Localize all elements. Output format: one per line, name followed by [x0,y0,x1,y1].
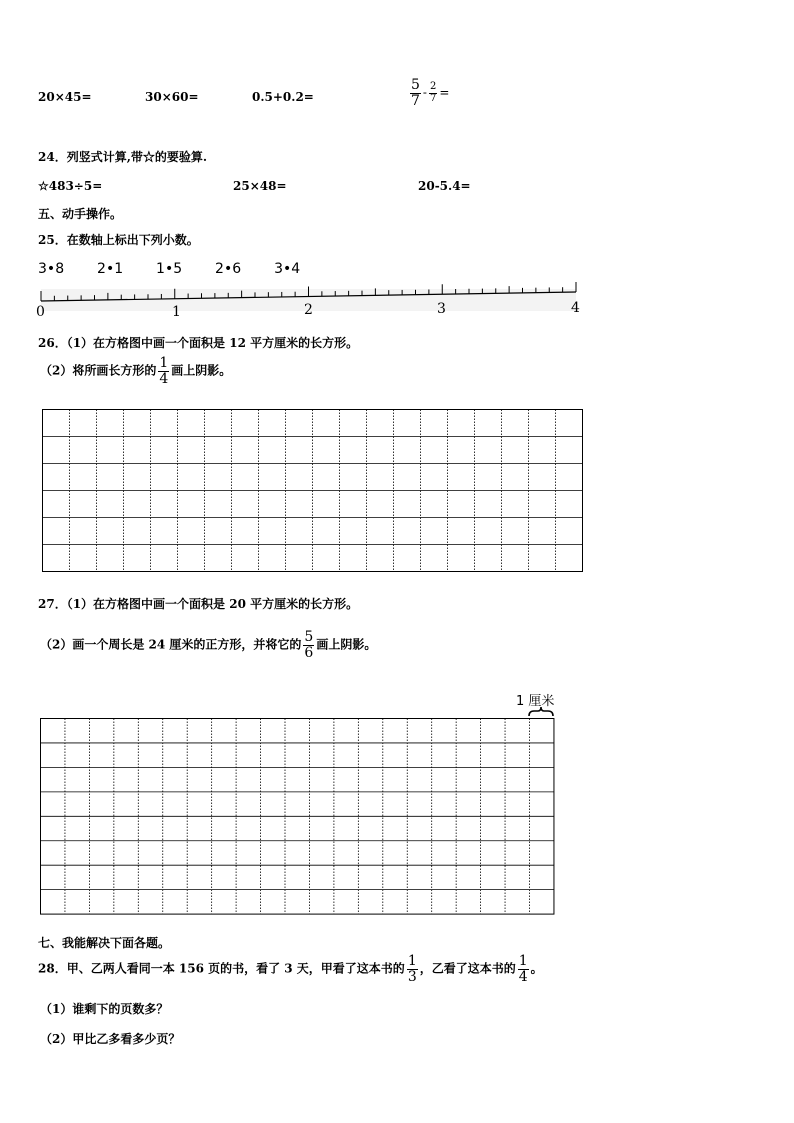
q27-line2-post: 画上阴影。 [316,637,377,652]
fraction-1-4 [158,356,169,386]
calc-30x60: 30×60= [145,90,199,104]
numerator: 1 [159,355,169,371]
number-line [0,0,794,330]
numerator: 5 [411,77,420,93]
grid-paper-2[interactable] [40,718,554,915]
calc-0.5+0.2: 0.5+0.2= [252,90,314,104]
q26-line2-post: 画上阴影。 [171,363,232,378]
numerator: 5 [304,629,314,645]
axis-label-4: 4 [571,300,580,316]
numerator: 2 [429,81,437,93]
decimal-3.8: 3•8 [38,261,65,277]
q24-item-483div5: ☆483÷5= [38,179,103,193]
denominator: 6 [304,644,314,661]
minus-sign: - [422,85,427,100]
decimal-2.1: 2•1 [97,261,124,277]
scale-brace-icon [528,706,554,718]
denominator: 7 [411,92,420,109]
decimal-1.5: 1•5 [156,261,183,277]
q27-line2-pre: （2）画一个周长是 24 厘米的正方形，并将它的 [40,637,302,652]
q24-item-20-5.4: 20-5.4= [418,179,471,193]
q26-line2-pre: （2）将所画长方形的 [40,363,157,378]
denominator: 4 [159,370,169,387]
numerator: 1 [407,953,417,969]
axis-label-1: 1 [172,304,181,320]
axis-label-0: 0 [36,304,45,320]
q26-line2 [40,356,231,386]
q28-line-post: 。 [530,961,543,976]
decimal-3.4: 3•4 [274,261,301,277]
scale-label: 1 厘米 [516,694,555,709]
denominator: 7 [429,92,437,104]
q27-line2 [40,630,376,660]
q28-line [38,954,543,984]
grid-paper-1[interactable] [42,409,583,572]
denominator: 3 [407,968,417,985]
numerator: 1 [518,953,528,969]
q28-line-mid: ，乙看了这本书的 [419,961,516,976]
q25-title: 25．在数轴上标出下列小数。 [38,233,199,247]
calc-20x45: 20×45= [38,90,92,104]
section-5-heading: 五、动手操作。 [38,207,123,221]
q28-line-pre: 28．甲、乙两人看同一本 156 页的书，看了 3 天，甲看了这本书的 [38,961,405,976]
q24-item-25x48: 25×48= [233,179,287,193]
fraction-1-4 [518,954,529,984]
q26-line1: 26．（1）在方格图中画一个面积是 12 平方厘米的长方形。 [38,336,359,350]
denominator: 4 [518,968,528,985]
q28-sub2: （2）甲比乙多看多少页？ [40,1032,181,1046]
q28-sub1: （1）谁剩下的页数多？ [40,1002,169,1016]
decimal-2.6: 2•6 [215,261,242,277]
axis-label-3: 3 [437,301,446,317]
section-7-heading: 七、我能解决下面各题。 [38,936,171,950]
fraction-5-6 [303,630,314,660]
equals-sign: = [439,85,450,100]
axis-label-2: 2 [304,302,313,318]
q24-title: 24．列竖式计算,带☆的要验算. [38,150,208,164]
fraction-1-3 [407,954,418,984]
q27-line1: 27．（1）在方格图中画一个面积是 20 平方厘米的长方形。 [38,597,359,611]
